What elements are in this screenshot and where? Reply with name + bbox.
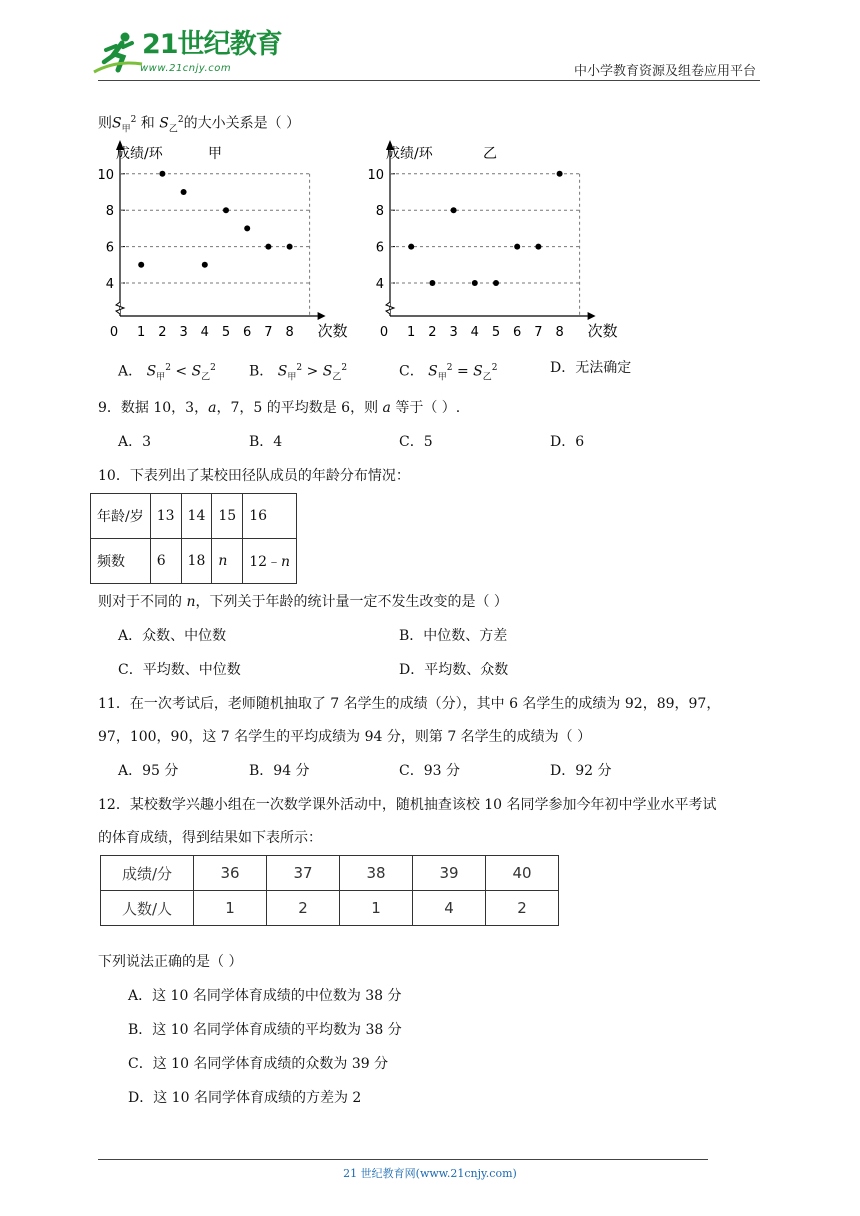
logo-url: www.21cnjy.com bbox=[140, 63, 232, 74]
q9-option-b[interactable]: B．4 bbox=[249, 434, 283, 450]
q10-option-b[interactable]: B．中位数、方差 bbox=[399, 628, 508, 644]
data-point bbox=[557, 171, 563, 177]
q8-stem-tail: 的大小关系是（ ） bbox=[183, 115, 301, 132]
x-tick-label: 6 bbox=[513, 325, 522, 340]
q12-followup: 下列说法正确的是（ ） bbox=[98, 954, 243, 970]
x-tick-label: 7 bbox=[534, 325, 543, 340]
axis-break bbox=[386, 302, 394, 314]
table-cell: 14 bbox=[181, 494, 212, 539]
q10-option-d[interactable]: D．平均数、众数 bbox=[399, 662, 509, 678]
logo-text: 21世纪教育 bbox=[142, 29, 282, 60]
q12-option-d[interactable]: D．这 10 名同学体育成绩的方差为 2 bbox=[128, 1090, 362, 1106]
sym-s: S bbox=[159, 115, 169, 132]
sub-yi: 乙 bbox=[168, 124, 178, 135]
table-cell: 18 bbox=[181, 539, 212, 584]
q12-option-a[interactable]: A．这 10 名同学体育成绩的中位数为 38 分 bbox=[128, 988, 402, 1004]
y-tick-label: 4 bbox=[105, 277, 114, 292]
data-point bbox=[202, 262, 208, 268]
x-axis-label: 次数 bbox=[317, 322, 348, 340]
x-axis-arrow bbox=[588, 312, 596, 320]
table-cell: n bbox=[212, 539, 243, 584]
q8-option-d[interactable]: D．无法确定 bbox=[550, 360, 632, 376]
x-tick-label: 0 bbox=[109, 325, 119, 340]
axis-break bbox=[116, 302, 124, 314]
q11-option-c[interactable]: C．93 分 bbox=[399, 763, 460, 779]
y-tick-label: 10 bbox=[367, 167, 384, 183]
table-cell: 1 bbox=[194, 891, 267, 926]
q9-option-d[interactable]: D．6 bbox=[550, 434, 585, 450]
q10-option-c[interactable]: C．平均数、中位数 bbox=[118, 662, 241, 678]
table-cell: 4 bbox=[413, 891, 486, 926]
age-table bbox=[90, 493, 297, 584]
table-row bbox=[91, 539, 297, 584]
table-cell: 频数 bbox=[91, 539, 151, 584]
footer-link[interactable]: 21 世纪教育网(www.21cnjy.com) bbox=[343, 1167, 517, 1180]
x-tick-label: 6 bbox=[243, 325, 252, 340]
y-tick-label: 8 bbox=[105, 204, 114, 220]
q8-and: 和 bbox=[140, 115, 155, 132]
x-tick-label: 5 bbox=[221, 325, 231, 340]
x-tick-label: 3 bbox=[179, 325, 188, 340]
table-cell: 6 bbox=[150, 539, 181, 584]
data-point bbox=[265, 244, 271, 250]
q8-option-b[interactable]: B． $S_甲^2 > S_乙^2$ bbox=[249, 363, 348, 383]
q8-option-c[interactable]: C． $S_甲^2 = S_乙^2$ bbox=[399, 363, 498, 383]
data-point bbox=[287, 244, 293, 250]
q12-option-b[interactable]: B．这 10 名同学体育成绩的平均数为 38 分 bbox=[128, 1022, 402, 1038]
chart-yi bbox=[368, 138, 618, 348]
table-cell: 40 bbox=[486, 856, 559, 891]
sup-2: 2 bbox=[177, 115, 184, 125]
table-cell: 39 bbox=[413, 856, 486, 891]
table-cell: 13 bbox=[150, 494, 181, 539]
q12-stem-line2: 的体育成绩，得到结果如下表所示： bbox=[98, 830, 322, 846]
data-point bbox=[138, 262, 144, 268]
y-tick-label: 8 bbox=[375, 204, 384, 220]
table-cell: 2 bbox=[486, 891, 559, 926]
q9-stem: 9．数据 10，3，a，7，5 的平均数是 6，则 a 等于（ ）. bbox=[98, 400, 461, 416]
table-cell: 人数/人 bbox=[101, 891, 194, 926]
platform-title: 中小学教育资源及组卷应用平台 bbox=[573, 64, 756, 79]
q11-option-d[interactable]: D．92 分 bbox=[550, 763, 612, 779]
x-tick-label: 2 bbox=[158, 325, 167, 340]
table-cell: 38 bbox=[340, 856, 413, 891]
data-point bbox=[181, 189, 187, 195]
q12-option-c[interactable]: C．这 10 名同学体育成绩的众数为 39 分 bbox=[128, 1056, 389, 1072]
data-point bbox=[535, 244, 541, 250]
q8-intro: 则 bbox=[98, 115, 112, 132]
x-axis-label: 次数 bbox=[587, 322, 618, 340]
x-tick-label: 7 bbox=[264, 325, 273, 340]
y-tick-label: 6 bbox=[375, 240, 384, 256]
y-tick-label: 4 bbox=[375, 277, 384, 292]
footer-divider bbox=[98, 1159, 708, 1160]
score-table bbox=[100, 855, 559, 926]
y-axis-label: 成绩/环 bbox=[386, 146, 433, 162]
data-point bbox=[514, 244, 520, 250]
table-cell: 成绩/分 bbox=[101, 856, 194, 891]
table-row bbox=[91, 494, 297, 539]
table-cell: 16 bbox=[243, 494, 297, 539]
sub-jia: 甲 bbox=[121, 124, 131, 135]
y-tick-label: 6 bbox=[105, 240, 114, 256]
sup-2: 2 bbox=[130, 115, 137, 125]
q12-stem-line1: 12．某校数学兴趣小组在一次数学课外活动中，随机抽查该校 10 名同学参加今年初中学业水平考试 bbox=[98, 797, 717, 813]
y-axis-label: 成绩/环 bbox=[116, 146, 163, 162]
sym-s: S bbox=[112, 115, 122, 132]
q10-option-a[interactable]: A．众数、中位数 bbox=[118, 628, 227, 644]
header-divider bbox=[98, 80, 760, 81]
q11-option-b[interactable]: B．94 分 bbox=[249, 763, 310, 779]
x-axis-arrow bbox=[318, 312, 326, 320]
q9-option-a[interactable]: A．3 bbox=[118, 434, 152, 450]
chart-jia bbox=[97, 138, 348, 348]
table-row bbox=[101, 856, 559, 891]
data-point bbox=[408, 244, 414, 250]
x-tick-label: 8 bbox=[285, 325, 294, 340]
chart-title: 乙 bbox=[483, 146, 497, 162]
table-cell: 1 bbox=[340, 891, 413, 926]
data-point bbox=[159, 171, 165, 177]
data-point bbox=[451, 207, 457, 213]
data-point bbox=[429, 280, 435, 286]
q9-option-c[interactable]: C．5 bbox=[399, 434, 433, 450]
q8-option-a[interactable]: A． $S_甲^2 < S_乙^2$ bbox=[118, 363, 216, 383]
x-tick-label: 1 bbox=[137, 325, 146, 340]
table-row bbox=[101, 891, 559, 926]
table-cell: 36 bbox=[194, 856, 267, 891]
table-cell: 12﹣n bbox=[243, 539, 297, 584]
q10-followup: 则对于不同的 n，下列关于年龄的统计量一定不发生改变的是（ ） bbox=[98, 594, 508, 610]
q8-stem bbox=[98, 111, 300, 138]
x-tick-label: 3 bbox=[449, 325, 458, 340]
table-cell: 2 bbox=[267, 891, 340, 926]
q10-stem: 10．下表列出了某校田径队成员的年龄分布情况： bbox=[98, 468, 410, 484]
x-tick-label: 1 bbox=[407, 325, 416, 340]
q11-option-a[interactable]: A．95 分 bbox=[118, 763, 179, 779]
data-point bbox=[493, 280, 499, 286]
x-tick-label: 4 bbox=[200, 325, 209, 340]
data-point bbox=[223, 207, 229, 213]
chart-title: 甲 bbox=[208, 146, 222, 162]
y-tick-label: 10 bbox=[97, 167, 114, 183]
table-cell: 37 bbox=[267, 856, 340, 891]
data-point bbox=[472, 280, 478, 286]
table-cell: 15 bbox=[212, 494, 243, 539]
q11-stem-line2: 97，100，90，这 7 名学生的平均成绩为 94 分，则第 7 名学生的成绩为（ ） bbox=[98, 729, 592, 745]
x-tick-label: 8 bbox=[555, 325, 564, 340]
data-point bbox=[244, 225, 250, 231]
table-cell: 年龄/岁 bbox=[91, 494, 151, 539]
x-tick-label: 2 bbox=[428, 325, 437, 340]
x-tick-label: 4 bbox=[470, 325, 479, 340]
x-tick-label: 5 bbox=[491, 325, 501, 340]
x-tick-label: 0 bbox=[379, 325, 389, 340]
runner-logo-icon bbox=[92, 30, 144, 76]
q11-stem-line1: 11．在一次考试后，老师随机抽取了 7 名学生的成绩（分），其中 6 名学生的成绩为 92，89，97， bbox=[98, 696, 721, 712]
